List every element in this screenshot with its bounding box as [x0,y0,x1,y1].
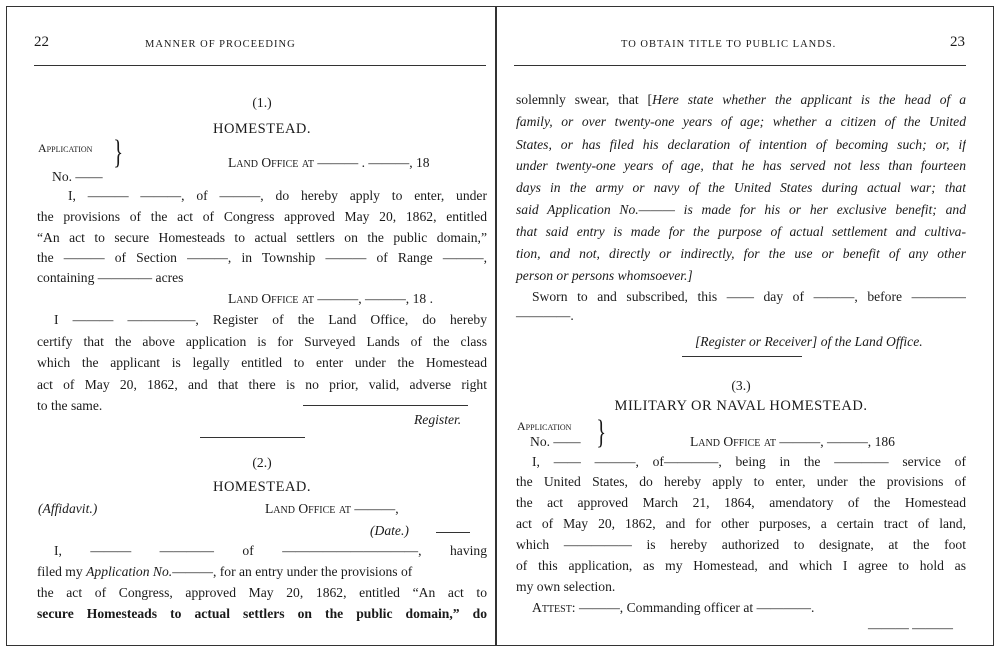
application-no-italic: Application No. [86,564,173,579]
oath-signature-label: [Register or Receiver] of the Land Office. [695,334,923,349]
land-office-line-2: Land Office at ———, ———, 18 . [228,291,433,306]
form3-line: my own selection. [516,579,616,594]
form2-number: (2.) [252,455,272,470]
form1-line: the provisions of the act of Congress approved May 20, 1862, entitled [37,209,487,224]
section-divider [682,356,802,357]
page-number-right: 23 [950,34,965,50]
sworn-line: Sworn to and subscribed, this —— day of ———, before ———— [532,289,966,304]
running-head-right: TO OBTAIN TITLE TO PUBLIC LANDS. [621,39,837,50]
oath-line: tion, and not, directly or indirectly, for the use or benefit of any other [516,246,966,261]
form2-line: secure Homesteads to actual settlers on the public domain,” do [37,606,487,621]
oath-line: under twenty-one years of age, that he has served not less than fourteen [516,158,966,173]
application-no: No. —— [530,434,581,449]
oath-line: that said entry is made for the purpose of actual settlement and cultiva- [516,224,966,239]
form1-line: “An act to secure Homesteads to actual settlers on the public domain,” [37,230,487,245]
certificate-line: act of May 20, 1862, and that there is no prior, valid, adverse right [37,377,487,392]
sworn-line-cont: ————. [516,308,574,323]
text: Here state whether the applicant is the head of a [652,92,966,107]
text: filed my [37,564,83,579]
text: solemnly swear, that [ [516,92,653,107]
form3-line: act of May 20, 1862, and for other purposes, a certain tract of land, [516,516,966,531]
land-office-line: Land Office at ———, [265,501,399,516]
form3-number: (3.) [731,378,751,393]
form1-number: (1.) [252,95,272,110]
form2-line: I, ——— ———— of ——————————, having [54,543,487,558]
date-blank [436,532,470,533]
oath-line: family, or over twenty-one years of age; whether a citizen of the United [516,114,966,129]
form3-title: MILITARY OR NAVAL HOMESTEAD. [614,398,868,414]
text: ———, for an entry under the provisions of [172,564,413,579]
oath-line: days in the army or navy of the United States during actual war; that [516,180,966,195]
form1-line: containing ———— acres [37,270,184,285]
running-head-left: MANNER OF PROCEEDING [145,39,296,50]
form3-line: the act approved March 21, 1864, amendatory of the Homestead [516,495,966,510]
certificate-line: to the same. [37,398,103,413]
form2-line [37,564,487,580]
attest-label: Attest: [532,600,576,615]
oath-line [516,92,966,108]
form2-title: HOMESTEAD. [212,479,312,495]
page-number-left: 22 [34,34,49,50]
brace-icon: } [596,414,607,451]
register-signature-label: Register. [414,412,462,427]
certificate-line: I ——— —————, Register of the Land Office, do hereby [54,312,487,327]
signature-line [303,405,468,406]
land-office-line: Land Office at ———, ———, 186 [690,434,895,449]
oath-line: person or persons whomsoever.] [516,268,693,283]
application-label: Application [517,419,572,433]
attest-text: ———, Commanding officer at ————. [579,600,815,615]
oath-line: said Application No.——— is made for his or her exclusive benefit; and [516,202,966,217]
certificate-line: which the applicant is legally entitled to enter under the Homestead [37,355,487,370]
form3-line: I, —— ———, of————, being in the ———— service of [532,454,966,469]
brace-icon: } [113,134,124,171]
land-office-line: Land Office at ——— . ———, 18 [228,155,430,170]
form2-line: the act of Congress, approved May 20, 1862, entitled “An act to [37,585,487,600]
certificate-line: certify that the above application is for Surveyed Lands of the class [37,334,487,349]
form3-line: the United States, do hereby apply to enter, under the provisions of [516,474,966,489]
form1-line: the ——— of Section ———, in Township ——— of Range ———, [37,250,487,265]
application-label: Application [38,141,93,155]
application-no: No. —— [52,169,103,184]
header-rule [34,65,486,66]
form3-line: of this application, as my Homestead, and which I agree to hold as [516,558,966,573]
attest-line [532,600,814,616]
affidavit-label: (Affidavit.) [38,501,98,516]
form1-title: HOMESTEAD. [212,121,312,137]
signature-dashes: ——— ——— [868,620,953,635]
section-divider [200,437,305,438]
header-rule [514,65,966,66]
date-label: (Date.) [370,523,409,538]
form1-line: I, ——— ———, of ———, do hereby apply to enter, under [68,188,487,203]
oath-line: States, or has filed his declaration of intention of becoming such; or, if [516,137,966,152]
form3-line: which ————— is hereby authorized to designate, at the foot [516,537,966,552]
